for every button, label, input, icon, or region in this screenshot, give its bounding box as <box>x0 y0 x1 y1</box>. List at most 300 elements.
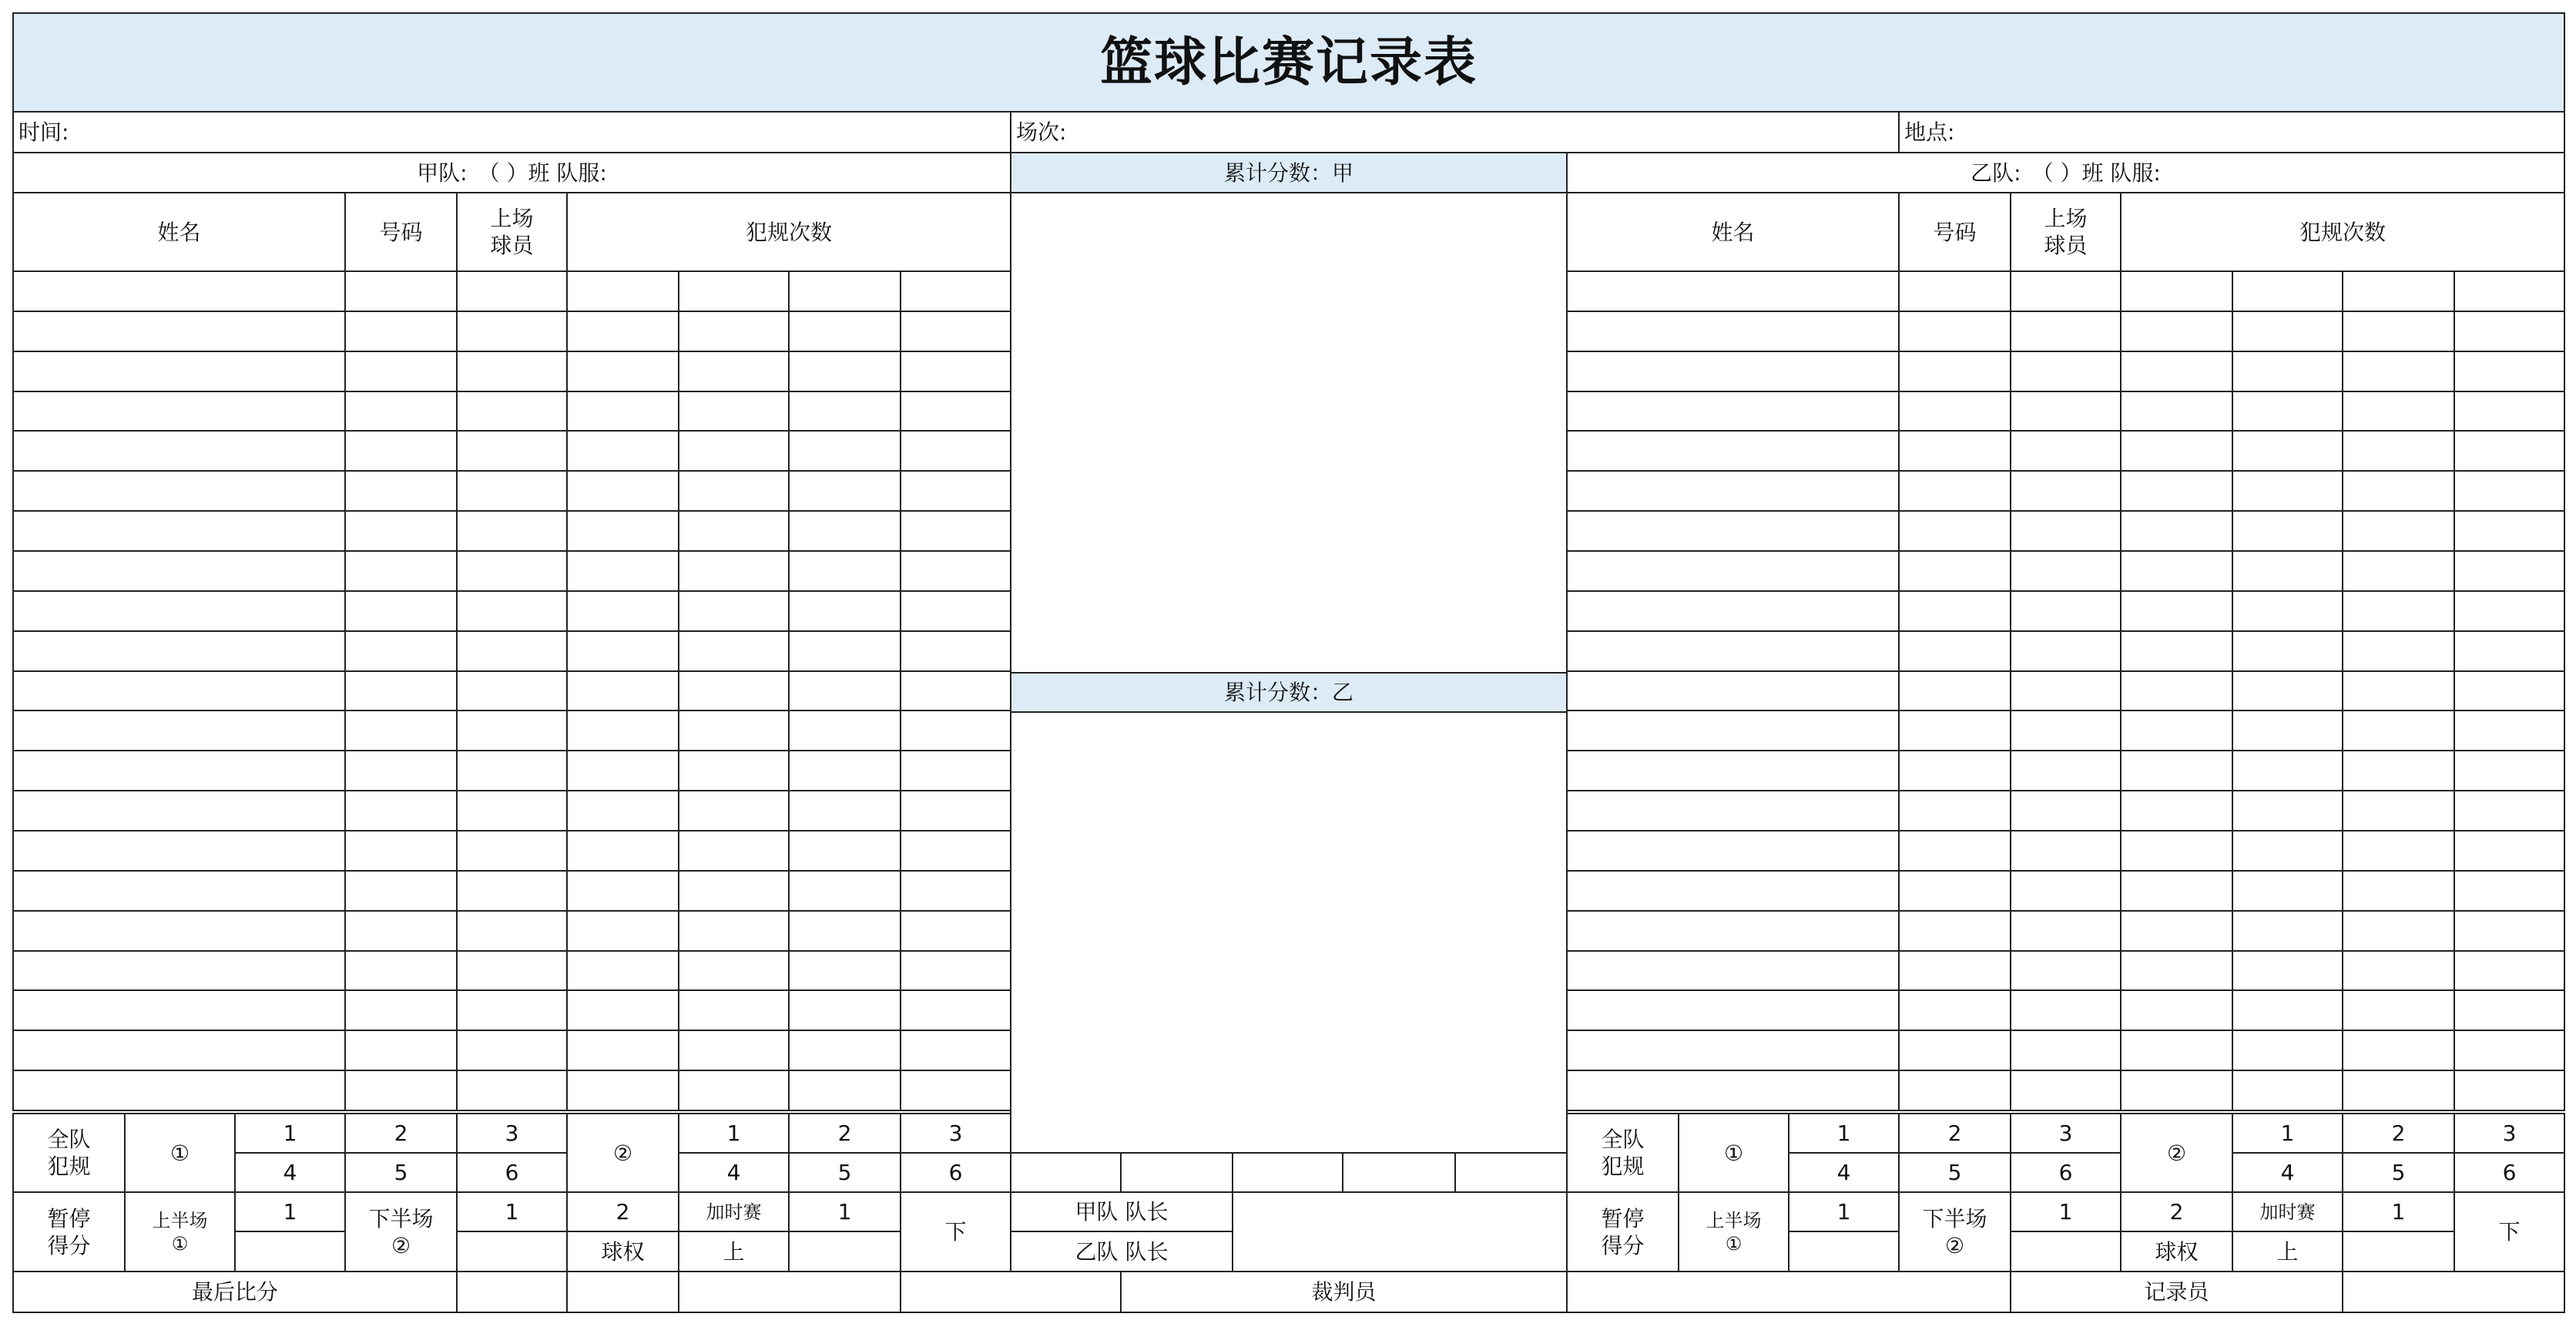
foul-cell[interactable] <box>2342 311 2455 352</box>
second-half-score[interactable] <box>456 1231 568 1272</box>
foul-cell[interactable] <box>2120 391 2233 432</box>
foul-cell[interactable] <box>2454 391 2565 432</box>
foul-cell[interactable] <box>566 630 679 672</box>
foul-cell[interactable] <box>2232 870 2343 912</box>
player-number-cell[interactable] <box>1898 590 2011 632</box>
foul-cell[interactable] <box>900 550 1011 592</box>
foul-cell[interactable] <box>2342 550 2455 592</box>
foul-cell[interactable] <box>2120 670 2233 711</box>
player-number-cell[interactable] <box>1898 311 2011 352</box>
foul-cell[interactable] <box>788 710 901 751</box>
foul-cell[interactable] <box>2342 630 2455 672</box>
foul-cell[interactable] <box>2232 670 2343 711</box>
player-number-cell[interactable] <box>1898 950 2011 991</box>
foul-cell[interactable] <box>788 790 901 831</box>
onfield-cell[interactable] <box>2010 550 2122 592</box>
onfield-cell[interactable] <box>456 950 568 991</box>
foul-cell[interactable] <box>2342 1070 2455 1111</box>
foul-cell[interactable] <box>566 790 679 831</box>
foul-cell[interactable] <box>678 910 790 952</box>
foul-cell[interactable] <box>2454 989 2565 1031</box>
foul-cell[interactable] <box>2342 430 2455 472</box>
onfield-cell[interactable] <box>2010 430 2122 472</box>
quarter-box[interactable] <box>1232 1152 1343 1193</box>
foul-cell[interactable] <box>566 950 679 991</box>
foul-cell[interactable] <box>2232 830 2343 872</box>
foul-cell[interactable] <box>2120 630 2233 672</box>
foul-cell[interactable] <box>2232 1070 2343 1111</box>
foul-cell[interactable] <box>788 870 901 912</box>
foul-cell[interactable] <box>788 470 901 512</box>
foul-cell[interactable] <box>566 1070 679 1111</box>
onfield-cell[interactable] <box>456 1070 568 1111</box>
foul-cell[interactable] <box>678 790 790 831</box>
score-b-area[interactable] <box>1010 711 1568 1154</box>
foul-cell[interactable] <box>678 1030 790 1071</box>
player-number-cell[interactable] <box>344 1030 458 1071</box>
foul-cell[interactable] <box>566 590 679 632</box>
foul-cell[interactable] <box>900 1030 1011 1071</box>
player-number-cell[interactable] <box>1898 830 2011 872</box>
foul-cell[interactable] <box>2232 710 2343 751</box>
foul-cell[interactable] <box>2120 910 2233 952</box>
onfield-cell[interactable] <box>2010 1030 2122 1071</box>
player-name-cell[interactable] <box>1566 710 1900 751</box>
foul-cell[interactable] <box>566 470 679 512</box>
onfield-cell[interactable] <box>456 550 568 592</box>
foul-cell[interactable] <box>2342 391 2455 432</box>
player-number-cell[interactable] <box>1898 270 2011 312</box>
foul-cell[interactable] <box>900 630 1011 672</box>
foul-cell[interactable] <box>2120 750 2233 791</box>
foul-cell[interactable] <box>678 630 790 672</box>
foul-cell[interactable] <box>2232 270 2343 312</box>
onfield-cell[interactable] <box>2010 950 2122 991</box>
foul-cell[interactable] <box>788 630 901 672</box>
foul-cell[interactable] <box>2342 510 2455 552</box>
final-score-cell[interactable] <box>678 1271 901 1313</box>
foul-cell[interactable] <box>2454 750 2565 791</box>
foul-cell[interactable] <box>2120 830 2233 872</box>
foul-cell[interactable] <box>788 550 901 592</box>
onfield-cell[interactable] <box>2010 510 2122 552</box>
onfield-cell[interactable] <box>2010 750 2122 791</box>
foul-cell[interactable] <box>678 830 790 872</box>
foul-cell[interactable] <box>900 870 1011 912</box>
onfield-cell[interactable] <box>2010 870 2122 912</box>
foul-cell[interactable] <box>566 270 679 312</box>
foul-cell[interactable] <box>566 989 679 1031</box>
player-name-cell[interactable] <box>1566 270 1900 312</box>
foul-cell[interactable] <box>2342 470 2455 512</box>
foul-cell[interactable] <box>566 351 679 392</box>
player-name-cell[interactable] <box>12 311 346 352</box>
foul-cell[interactable] <box>2454 590 2565 632</box>
foul-cell[interactable] <box>2232 430 2343 472</box>
onfield-cell[interactable] <box>2010 311 2122 352</box>
foul-cell[interactable] <box>2232 630 2343 672</box>
foul-cell[interactable] <box>2342 670 2455 711</box>
foul-cell[interactable] <box>678 430 790 472</box>
foul-cell[interactable] <box>900 1070 1011 1111</box>
referee-signature[interactable] <box>1566 1271 2011 1313</box>
foul-cell[interactable] <box>2454 710 2565 751</box>
quarter-box[interactable] <box>1120 1152 1233 1193</box>
player-name-cell[interactable] <box>12 470 346 512</box>
onfield-cell[interactable] <box>456 311 568 352</box>
foul-cell[interactable] <box>900 391 1011 432</box>
foul-cell[interactable] <box>678 311 790 352</box>
player-name-cell[interactable] <box>12 550 346 592</box>
foul-cell[interactable] <box>900 830 1011 872</box>
player-name-cell[interactable] <box>1566 351 1900 392</box>
foul-cell[interactable] <box>2342 910 2455 952</box>
foul-cell[interactable] <box>2232 351 2343 392</box>
onfield-cell[interactable] <box>456 790 568 831</box>
foul-cell[interactable] <box>678 870 790 912</box>
player-name-cell[interactable] <box>12 430 346 472</box>
round-field[interactable]: 场次: <box>1010 111 1900 153</box>
foul-cell[interactable] <box>566 510 679 552</box>
foul-cell[interactable] <box>678 950 790 991</box>
foul-cell[interactable] <box>2232 790 2343 831</box>
player-name-cell[interactable] <box>12 910 346 952</box>
foul-cell[interactable] <box>2454 430 2565 472</box>
player-name-cell[interactable] <box>12 351 346 392</box>
foul-cell[interactable] <box>788 430 901 472</box>
foul-cell[interactable] <box>2342 989 2455 1031</box>
player-name-cell[interactable] <box>1566 550 1900 592</box>
onfield-cell[interactable] <box>456 1030 568 1071</box>
player-name-cell[interactable] <box>1566 311 1900 352</box>
player-name-cell[interactable] <box>12 750 346 791</box>
player-name-cell[interactable] <box>12 950 346 991</box>
foul-cell[interactable] <box>2120 510 2233 552</box>
player-number-cell[interactable] <box>344 870 458 912</box>
player-name-cell[interactable] <box>12 590 346 632</box>
player-name-cell[interactable] <box>12 710 346 751</box>
foul-cell[interactable] <box>2120 870 2233 912</box>
foul-cell[interactable] <box>2120 470 2233 512</box>
foul-cell[interactable] <box>788 1070 901 1111</box>
foul-cell[interactable] <box>788 311 901 352</box>
foul-cell[interactable] <box>678 750 790 791</box>
foul-cell[interactable] <box>788 351 901 392</box>
player-name-cell[interactable] <box>12 989 346 1031</box>
onfield-cell[interactable] <box>456 870 568 912</box>
foul-cell[interactable] <box>2232 950 2343 991</box>
player-number-cell[interactable] <box>344 470 458 512</box>
onfield-cell[interactable] <box>456 710 568 751</box>
player-name-cell[interactable] <box>1566 470 1900 512</box>
foul-cell[interactable] <box>566 1030 679 1071</box>
foul-cell[interactable] <box>2342 950 2455 991</box>
quarter-box[interactable] <box>1342 1152 1456 1193</box>
foul-cell[interactable] <box>2454 351 2565 392</box>
player-number-cell[interactable] <box>344 351 458 392</box>
foul-cell[interactable] <box>678 989 790 1031</box>
foul-cell[interactable] <box>2120 950 2233 991</box>
onfield-cell[interactable] <box>2010 710 2122 751</box>
foul-cell[interactable] <box>566 750 679 791</box>
onfield-cell[interactable] <box>2010 630 2122 672</box>
foul-cell[interactable] <box>2232 989 2343 1031</box>
onfield-cell[interactable] <box>2010 270 2122 312</box>
score-a-area[interactable] <box>1010 192 1568 674</box>
first-half-score[interactable] <box>1788 1231 1900 1272</box>
player-name-cell[interactable] <box>1566 750 1900 791</box>
player-name-cell[interactable] <box>1566 830 1900 872</box>
player-number-cell[interactable] <box>1898 710 2011 751</box>
player-number-cell[interactable] <box>1898 510 2011 552</box>
foul-cell[interactable] <box>788 510 901 552</box>
onfield-cell[interactable] <box>456 910 568 952</box>
captain-signature-area[interactable] <box>1232 1191 1568 1272</box>
foul-cell[interactable] <box>788 910 901 952</box>
first-half-score[interactable] <box>234 1231 346 1272</box>
player-number-cell[interactable] <box>1898 430 2011 472</box>
player-name-cell[interactable] <box>1566 430 1900 472</box>
player-number-cell[interactable] <box>1898 670 2011 711</box>
player-number-cell[interactable] <box>1898 550 2011 592</box>
player-name-cell[interactable] <box>1566 870 1900 912</box>
player-number-cell[interactable] <box>344 790 458 831</box>
player-name-cell[interactable] <box>1566 391 1900 432</box>
quarter-box[interactable] <box>1010 1152 1122 1193</box>
quarter-box[interactable] <box>1454 1152 1568 1193</box>
foul-cell[interactable] <box>2342 351 2455 392</box>
player-number-cell[interactable] <box>344 750 458 791</box>
player-number-cell[interactable] <box>1898 351 2011 392</box>
player-name-cell[interactable] <box>12 870 346 912</box>
player-name-cell[interactable] <box>12 830 346 872</box>
foul-cell[interactable] <box>2342 590 2455 632</box>
player-name-cell[interactable] <box>1566 510 1900 552</box>
foul-cell[interactable] <box>900 989 1011 1031</box>
player-name-cell[interactable] <box>1566 790 1900 831</box>
foul-cell[interactable] <box>2120 430 2233 472</box>
foul-cell[interactable] <box>2120 710 2233 751</box>
foul-cell[interactable] <box>566 550 679 592</box>
foul-cell[interactable] <box>2454 670 2565 711</box>
onfield-cell[interactable] <box>456 270 568 312</box>
foul-cell[interactable] <box>900 750 1011 791</box>
player-number-cell[interactable] <box>344 989 458 1031</box>
player-name-cell[interactable] <box>12 630 346 672</box>
foul-cell[interactable] <box>2232 391 2343 432</box>
foul-cell[interactable] <box>566 311 679 352</box>
player-name-cell[interactable] <box>12 790 346 831</box>
foul-cell[interactable] <box>2454 950 2565 991</box>
player-name-cell[interactable] <box>1566 630 1900 672</box>
final-score-cell[interactable] <box>456 1271 568 1313</box>
final-score-cell[interactable] <box>900 1271 1122 1313</box>
foul-cell[interactable] <box>2454 910 2565 952</box>
player-name-cell[interactable] <box>1566 950 1900 991</box>
foul-cell[interactable] <box>2342 710 2455 751</box>
foul-cell[interactable] <box>2120 1070 2233 1111</box>
foul-cell[interactable] <box>2342 1030 2455 1071</box>
foul-cell[interactable] <box>900 430 1011 472</box>
foul-cell[interactable] <box>2120 311 2233 352</box>
foul-cell[interactable] <box>566 391 679 432</box>
overtime-score[interactable] <box>2342 1231 2455 1272</box>
foul-cell[interactable] <box>788 1030 901 1071</box>
onfield-cell[interactable] <box>456 989 568 1031</box>
foul-cell[interactable] <box>2342 270 2455 312</box>
onfield-cell[interactable] <box>456 430 568 472</box>
player-number-cell[interactable] <box>344 1070 458 1111</box>
player-number-cell[interactable] <box>344 710 458 751</box>
foul-cell[interactable] <box>2232 470 2343 512</box>
player-number-cell[interactable] <box>1898 630 2011 672</box>
onfield-cell[interactable] <box>456 391 568 432</box>
foul-cell[interactable] <box>788 391 901 432</box>
foul-cell[interactable] <box>2120 270 2233 312</box>
player-number-cell[interactable] <box>344 550 458 592</box>
onfield-cell[interactable] <box>456 470 568 512</box>
foul-cell[interactable] <box>900 670 1011 711</box>
player-number-cell[interactable] <box>344 510 458 552</box>
player-number-cell[interactable] <box>344 430 458 472</box>
player-name-cell[interactable] <box>1566 989 1900 1031</box>
foul-cell[interactable] <box>678 510 790 552</box>
player-number-cell[interactable] <box>344 830 458 872</box>
foul-cell[interactable] <box>2232 750 2343 791</box>
recorder-signature[interactable] <box>2342 1271 2565 1313</box>
foul-cell[interactable] <box>900 510 1011 552</box>
foul-cell[interactable] <box>788 950 901 991</box>
onfield-cell[interactable] <box>456 670 568 711</box>
foul-cell[interactable] <box>2454 550 2565 592</box>
place-field[interactable]: 地点: <box>1898 111 2565 153</box>
foul-cell[interactable] <box>2342 750 2455 791</box>
foul-cell[interactable] <box>2454 470 2565 512</box>
player-number-cell[interactable] <box>344 910 458 952</box>
foul-cell[interactable] <box>2454 790 2565 831</box>
player-name-cell[interactable] <box>1566 1070 1900 1111</box>
foul-cell[interactable] <box>2454 630 2565 672</box>
onfield-cell[interactable] <box>456 590 568 632</box>
onfield-cell[interactable] <box>2010 670 2122 711</box>
player-name-cell[interactable] <box>12 391 346 432</box>
foul-cell[interactable] <box>566 910 679 952</box>
foul-cell[interactable] <box>788 750 901 791</box>
player-number-cell[interactable] <box>1898 1030 2011 1071</box>
player-number-cell[interactable] <box>344 590 458 632</box>
foul-cell[interactable] <box>2232 311 2343 352</box>
onfield-cell[interactable] <box>2010 910 2122 952</box>
time-field[interactable]: 时间: <box>12 111 1011 153</box>
foul-cell[interactable] <box>678 1070 790 1111</box>
foul-cell[interactable] <box>2454 1030 2565 1071</box>
onfield-cell[interactable] <box>2010 790 2122 831</box>
player-number-cell[interactable] <box>344 950 458 991</box>
foul-cell[interactable] <box>2454 270 2565 312</box>
player-number-cell[interactable] <box>344 670 458 711</box>
foul-cell[interactable] <box>678 391 790 432</box>
foul-cell[interactable] <box>678 670 790 711</box>
onfield-cell[interactable] <box>456 351 568 392</box>
foul-cell[interactable] <box>2454 510 2565 552</box>
foul-cell[interactable] <box>788 989 901 1031</box>
foul-cell[interactable] <box>2232 910 2343 952</box>
foul-cell[interactable] <box>2342 870 2455 912</box>
foul-cell[interactable] <box>678 590 790 632</box>
player-number-cell[interactable] <box>344 270 458 312</box>
foul-cell[interactable] <box>788 270 901 312</box>
foul-cell[interactable] <box>788 590 901 632</box>
foul-cell[interactable] <box>566 430 679 472</box>
foul-cell[interactable] <box>2342 830 2455 872</box>
foul-cell[interactable] <box>900 790 1011 831</box>
player-number-cell[interactable] <box>344 391 458 432</box>
foul-cell[interactable] <box>678 351 790 392</box>
foul-cell[interactable] <box>678 270 790 312</box>
onfield-cell[interactable] <box>456 630 568 672</box>
foul-cell[interactable] <box>2120 351 2233 392</box>
foul-cell[interactable] <box>566 670 679 711</box>
player-name-cell[interactable] <box>12 1070 346 1111</box>
foul-cell[interactable] <box>678 470 790 512</box>
foul-cell[interactable] <box>2454 311 2565 352</box>
player-name-cell[interactable] <box>12 270 346 312</box>
foul-cell[interactable] <box>2120 550 2233 592</box>
player-number-cell[interactable] <box>1898 750 2011 791</box>
onfield-cell[interactable] <box>2010 989 2122 1031</box>
onfield-cell[interactable] <box>2010 590 2122 632</box>
player-number-cell[interactable] <box>1898 470 2011 512</box>
onfield-cell[interactable] <box>456 750 568 791</box>
onfield-cell[interactable] <box>2010 351 2122 392</box>
final-score-cell[interactable] <box>566 1271 679 1313</box>
foul-cell[interactable] <box>566 870 679 912</box>
onfield-cell[interactable] <box>2010 470 2122 512</box>
player-name-cell[interactable] <box>1566 1030 1900 1071</box>
foul-cell[interactable] <box>900 270 1011 312</box>
foul-cell[interactable] <box>2120 590 2233 632</box>
foul-cell[interactable] <box>566 710 679 751</box>
foul-cell[interactable] <box>2120 989 2233 1031</box>
foul-cell[interactable] <box>900 950 1011 991</box>
player-name-cell[interactable] <box>12 510 346 552</box>
foul-cell[interactable] <box>2120 1030 2233 1071</box>
player-number-cell[interactable] <box>344 630 458 672</box>
player-number-cell[interactable] <box>1898 910 2011 952</box>
foul-cell[interactable] <box>900 590 1011 632</box>
player-number-cell[interactable] <box>1898 790 2011 831</box>
foul-cell[interactable] <box>900 351 1011 392</box>
player-name-cell[interactable] <box>1566 590 1900 632</box>
foul-cell[interactable] <box>678 710 790 751</box>
onfield-cell[interactable] <box>2010 830 2122 872</box>
foul-cell[interactable] <box>2454 830 2565 872</box>
player-number-cell[interactable] <box>1898 870 2011 912</box>
player-name-cell[interactable] <box>12 1030 346 1071</box>
foul-cell[interactable] <box>678 550 790 592</box>
foul-cell[interactable] <box>900 910 1011 952</box>
foul-cell[interactable] <box>2232 1030 2343 1071</box>
foul-cell[interactable] <box>2454 1070 2565 1111</box>
foul-cell[interactable] <box>900 470 1011 512</box>
second-half-score[interactable] <box>2010 1231 2122 1272</box>
foul-cell[interactable] <box>788 830 901 872</box>
foul-cell[interactable] <box>2454 870 2565 912</box>
foul-cell[interactable] <box>900 710 1011 751</box>
foul-cell[interactable] <box>900 311 1011 352</box>
foul-cell[interactable] <box>2232 590 2343 632</box>
foul-cell[interactable] <box>566 830 679 872</box>
